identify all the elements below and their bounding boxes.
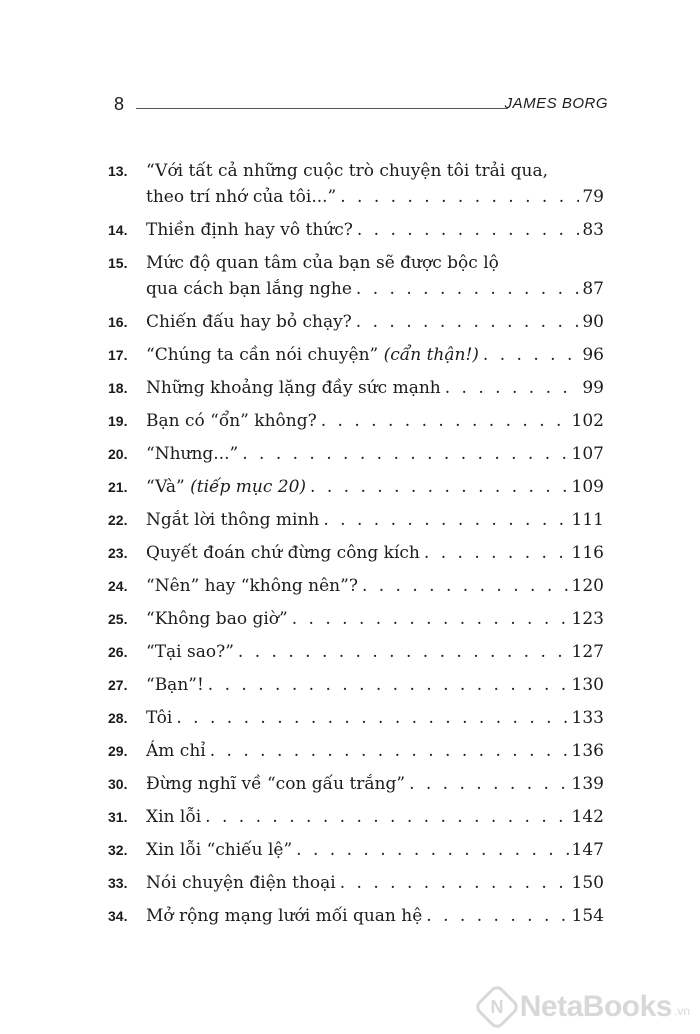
toc-entry-number: 33. <box>108 875 128 891</box>
toc-entry <box>108 738 604 764</box>
toc-entry-title: Chiến đấu hay bỏ chạy? <box>146 312 352 332</box>
dot-leader <box>296 837 568 863</box>
watermark <box>480 990 690 1024</box>
dot-leader <box>323 507 568 533</box>
toc-entry-page: 123 <box>571 609 604 629</box>
dot-leader <box>310 474 569 500</box>
toc-entry-title: Xin lỗi <box>146 807 202 827</box>
toc-entry-note: (cẩn thận!) <box>383 345 479 365</box>
toc-entry <box>108 903 604 929</box>
toc-entry <box>108 375 604 401</box>
toc-entry-title: “Nên” hay “không nên”? <box>146 576 358 596</box>
watermark-suffix: .vn <box>673 1004 690 1018</box>
toc-entry-number: 24. <box>108 578 128 594</box>
toc-entry-page: 79 <box>582 187 604 207</box>
toc-entry <box>108 606 604 632</box>
toc-entry-title: qua cách bạn lắng nghe <box>146 279 352 299</box>
toc-entry-page: 90 <box>582 312 604 332</box>
toc-entry-page: 130 <box>571 675 604 695</box>
toc-entry-number: 18. <box>108 380 128 396</box>
running-header-author: JAMES BORG <box>504 95 608 112</box>
toc-entry-page: 139 <box>571 774 604 794</box>
toc-entry-page: 116 <box>571 543 604 563</box>
watermark-text: NetaBooks <box>519 990 672 1023</box>
dot-leader <box>292 606 569 632</box>
toc-entry <box>108 804 604 830</box>
toc-entry <box>108 639 604 665</box>
toc-entry-page: 133 <box>571 708 604 728</box>
toc-entry-number: 34. <box>108 908 128 924</box>
toc-entry-title: Ngắt lời thông minh <box>146 510 320 530</box>
toc-entry-page: 96 <box>582 345 604 365</box>
toc-entry <box>108 408 604 434</box>
dot-leader <box>409 771 568 797</box>
table-of-contents <box>108 158 604 936</box>
toc-entry-number: 27. <box>108 677 128 693</box>
toc-entry-number: 26. <box>108 644 128 660</box>
dot-leader <box>340 870 569 896</box>
dot-leader <box>210 738 569 764</box>
toc-entry-title-line: “Với tất cả những cuộc trò chuyện tôi trải qua, <box>146 161 549 181</box>
toc-entry-number: 31. <box>108 809 128 825</box>
toc-entry-number: 28. <box>108 710 128 726</box>
page-number: 8 <box>114 94 125 114</box>
toc-entry-title-line: Mức độ quan tâm của bạn sẽ được bộc lộ <box>146 253 499 273</box>
toc-entry-number: 32. <box>108 842 128 858</box>
toc-entry <box>108 441 604 467</box>
header-rule <box>136 108 508 109</box>
toc-entry-page: 102 <box>571 411 604 431</box>
toc-entry <box>108 309 604 335</box>
toc-entry <box>108 870 604 896</box>
toc-entry-page: 154 <box>571 906 604 926</box>
dot-leader <box>340 184 579 210</box>
toc-entry-title: “Tại sao?” <box>146 642 234 662</box>
toc-entry-number: 17. <box>108 347 128 363</box>
toc-entry-title: Ám chỉ <box>146 741 206 761</box>
toc-entry-page: 107 <box>571 444 604 464</box>
dot-leader <box>321 408 569 434</box>
toc-entry-number: 29. <box>108 743 128 759</box>
toc-entry-title: Những khoảng lặng đầy sức mạnh <box>146 378 441 398</box>
toc-entry-number: 30. <box>108 776 128 792</box>
toc-entry <box>108 158 604 210</box>
dot-leader <box>205 804 568 830</box>
toc-entry-title: theo trí nhớ của tôi...” <box>146 187 337 207</box>
toc-entry-title: “Và” <box>146 477 185 497</box>
dot-leader <box>356 276 579 302</box>
toc-entry-number: 20. <box>108 446 128 462</box>
toc-entry-number: 25. <box>108 611 128 627</box>
toc-entry-number: 19. <box>108 413 128 429</box>
toc-entry <box>108 573 604 599</box>
dot-leader <box>445 375 580 401</box>
toc-entry-page: 99 <box>582 378 604 398</box>
toc-entry-page: 120 <box>571 576 604 596</box>
toc-entry-title: Thiền định hay vô thức? <box>146 220 353 240</box>
toc-entry-page: 127 <box>571 642 604 662</box>
toc-entry <box>108 705 604 731</box>
toc-entry <box>108 672 604 698</box>
toc-entry-page: 142 <box>571 807 604 827</box>
toc-entry-number: 23. <box>108 545 128 561</box>
toc-entry-page: 109 <box>571 477 604 497</box>
toc-entry-number: 14. <box>108 222 128 238</box>
toc-entry-page: 136 <box>571 741 604 761</box>
toc-entry-page: 111 <box>571 510 604 530</box>
toc-entry-title: Quyết đoán chứ đừng công kích <box>146 543 420 563</box>
dot-leader <box>208 672 569 698</box>
toc-entry <box>108 217 604 243</box>
toc-entry-page: 150 <box>571 873 604 893</box>
toc-entry <box>108 474 604 500</box>
running-header <box>108 94 608 118</box>
toc-entry-number: 21. <box>108 479 128 495</box>
toc-entry <box>108 250 604 302</box>
toc-entry <box>108 540 604 566</box>
toc-entry-title: “Nhưng...” <box>146 444 239 464</box>
toc-entry-title: Mở rộng mạng lưới mối quan hệ <box>146 906 423 926</box>
toc-entry-page: 83 <box>582 220 604 240</box>
dot-leader <box>424 540 569 566</box>
toc-entry-page: 87 <box>582 279 604 299</box>
toc-entry-title: Đừng nghĩ về “con gấu trắng” <box>146 774 406 794</box>
toc-entry-title: Bạn có “ổn” không? <box>146 411 317 431</box>
dot-leader <box>356 309 580 335</box>
toc-entry-title: “Bạn”! <box>146 675 204 695</box>
toc-entry <box>108 507 604 533</box>
netabooks-logo-icon: N <box>473 983 521 1031</box>
toc-entry-number: 15. <box>108 255 128 271</box>
toc-entry-note: (tiếp mục 20) <box>190 477 307 497</box>
toc-entry-title: Nói chuyện điện thoại <box>146 873 336 893</box>
toc-entry-title: “Không bao giờ” <box>146 609 288 629</box>
toc-entry-number: 13. <box>108 163 128 179</box>
toc-entry <box>108 771 604 797</box>
dot-leader <box>426 903 568 929</box>
toc-entry-number: 16. <box>108 314 128 330</box>
toc-entry-title: Tôi <box>146 708 173 728</box>
dot-leader <box>362 573 569 599</box>
dot-leader <box>242 441 568 467</box>
dot-leader <box>238 639 569 665</box>
toc-entry <box>108 342 604 368</box>
toc-entry-title: Xin lỗi “chiếu lệ” <box>146 840 293 860</box>
toc-entry-number: 22. <box>108 512 128 528</box>
dot-leader <box>483 342 579 368</box>
dot-leader <box>176 705 568 731</box>
dot-leader <box>357 217 580 243</box>
toc-entry <box>108 837 604 863</box>
toc-entry-title: “Chúng ta cần nói chuyện” <box>146 345 379 365</box>
toc-entry-page: 147 <box>571 840 604 860</box>
